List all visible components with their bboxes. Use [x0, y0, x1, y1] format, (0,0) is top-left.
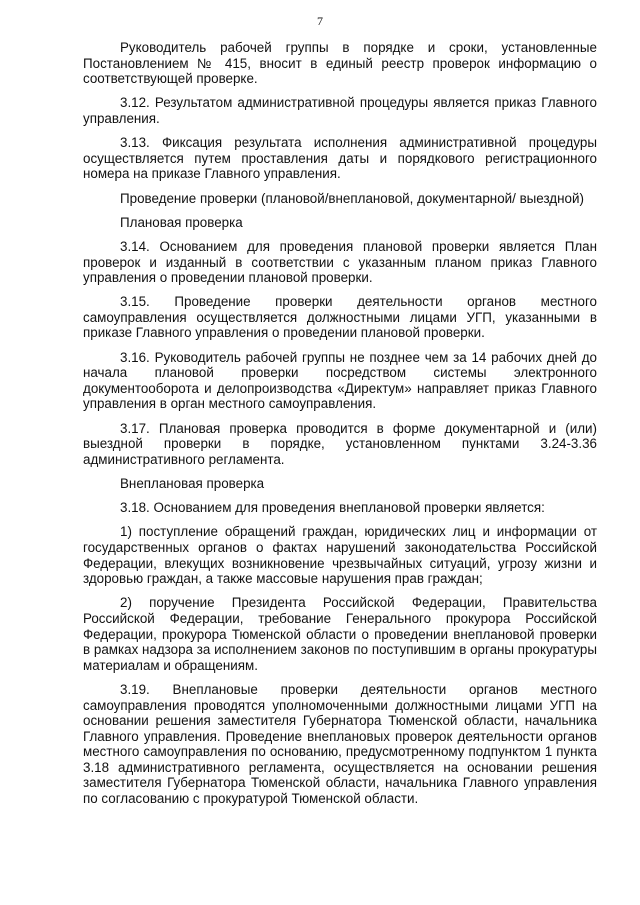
paragraph-3-12: 3.12. Результатом административной процедуры является приказ Главного управления.: [83, 95, 597, 126]
paragraph-3-15: 3.15. Проведение проверки деятельности органов местного самоуправления осуществляется должностными лицами УГП, указанными в приказе Главного управления о проведении плановой проверки.: [83, 294, 597, 341]
paragraph-report-registry: Руководитель рабочей группы в порядке и сроки, установленные Постановлением № 415, вносит в единый реестр проверок информацию о соответствующей проверке.: [83, 40, 597, 87]
paragraph-3-18-item-2: 2) поручение Президента Российской Федерации, Правительства Российской Федерации, требование Генерального прокурора Российской Федерации, прокурора Тюменской области о проведении внеплановой проверки в рамках надзора за исполнением законов по поступившим в органы прокуратуры материалам и обращениям.: [83, 595, 597, 673]
subheading-unplanned-inspection: Внеплановая проверка: [120, 476, 265, 491]
paragraph-3-18-item-1: 1) поступление обращений граждан, юридических лиц и информации от государственных органов о фактах нарушений законодательства Российской Федерации, влекущих возникновение чрезвычайных ситуаций, угрозу жизни и здоровью граждан, а также массовые нарушения прав граждан;: [83, 524, 597, 587]
paragraph-3-17: 3.17. Плановая проверка проводится в форме документарной и (или) выездной проверки в порядке, установленном пунктами 3.24-3.36 административного регламента.: [83, 420, 597, 467]
section-heading-inspection: Проведение проверки (плановой/внеплановой, документарной/ выездной): [120, 190, 584, 206]
document-body: [83, 40, 597, 815]
paragraph-3-18: 3.18. Основанием для проведения внеплановой проверки является:: [120, 500, 545, 516]
paragraph-3-14: 3.14. Основанием для проведения плановой проверки является План проверок и изданный в соответствии с указанным планом приказ Главного управления о проведении плановой проверки.: [83, 238, 597, 286]
paragraph-3-13: 3.13. Фиксация результата исполнения административной процедуры осуществляется путем проставления даты и порядкового регистрационного номера на приказе Главного управления.: [83, 135, 597, 182]
paragraph-3-16: 3.16. Руководитель рабочей группы не позднее чем за 14 рабочих дней до начала плановой проверки посредством системы электронного документооборота и делопроизводства «Директум» направляет приказ Главного управления в орган местного самоуправления.: [83, 349, 597, 412]
subheading-planned-inspection: Плановая проверка: [120, 214, 243, 230]
paragraph-3-19: 3.19. Внеплановые проверки деятельности органов местного самоуправления проводятся уполномоченными должностными лицами УГП на основании решения заместителя Губернатора Тюменской области, начальника Главного управления. Проведение внеплановых проверок деятельности органов местного самоуправления по основанию, предусмотренному подпунктом 1 пункта 3.18 административного регламента, осуществляется на основании решения заместителя Губернатора Тюменской области, начальника Главного управления по согласованию с прокуратурой Тюменской области.: [83, 681, 597, 807]
page-number: 7: [317, 14, 323, 28]
